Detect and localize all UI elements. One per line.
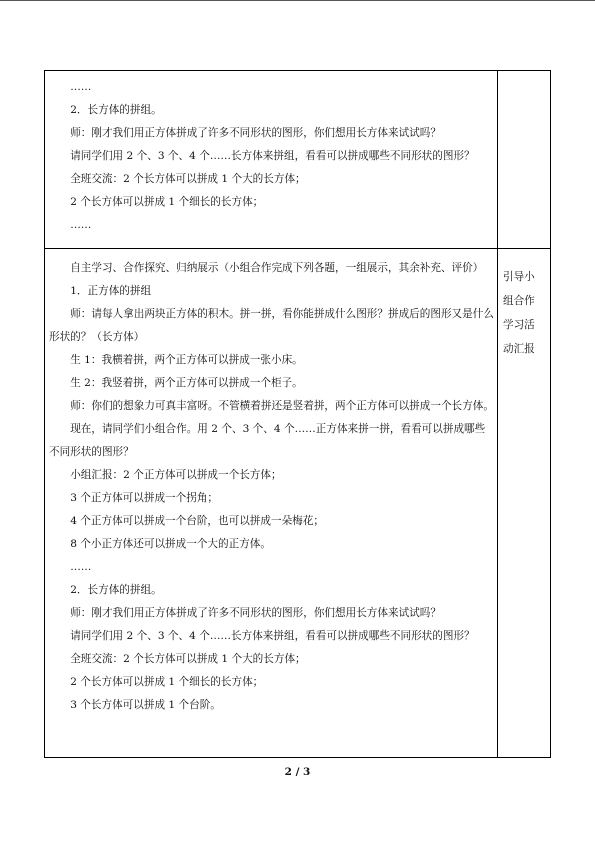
section-heading: 2．长方体的拼组。: [70, 584, 162, 596]
paragraph: 自主学习、合作探究、归纳展示（小组合作完成下列各题，一组展示，其余补充、评价）: [70, 262, 484, 274]
column-divider: [497, 71, 498, 757]
ellipsis: ……: [70, 81, 92, 93]
paragraph: 现在，请同学们小组合作。用 2 个、3 个、4 个……正方体来拼一拼，看看可以拼成哪些不同形状的图形？: [49, 423, 486, 458]
paragraph: 全班交流：2 个长方体可以拼成 1 个大的长方体；: [70, 173, 306, 185]
row-divider: [45, 248, 550, 249]
side-note-line: 组合作: [503, 295, 535, 307]
ellipsis: ……: [70, 219, 92, 231]
paragraph: 3 个长方体可以拼成 1 个台阶。: [70, 699, 221, 711]
paragraph: 生 2：我竖着拼，两个正方体可以拼成一个柜子。: [70, 377, 303, 389]
paragraph: 3 个正方体可以拼成一个拐角；: [70, 492, 219, 504]
side-note: [503, 265, 545, 361]
cell-1-text: [49, 76, 494, 237]
paragraph: 生 1：我横着拼，两个正方体可以拼成一张小床。: [70, 354, 303, 366]
paragraph: 师：刚才我们用正方体拼成了许多不同形状的图形，你们想用长方体来试试吗？: [70, 607, 441, 619]
section-heading: 2．长方体的拼组。: [70, 104, 162, 116]
ellipsis: ……: [70, 561, 92, 573]
paragraph: 师：你们的想象力可真丰富呀。不管横着拼还是竖着拼，两个正方体可以拼成一个长方体。: [70, 400, 494, 412]
cell-2-text: [49, 257, 494, 717]
section-heading: 1．正方体的拼组: [70, 285, 152, 297]
top-rule: [0, 0, 595, 1]
paragraph: 4 个正方体可以拼成一个台阶，也可以拼成一朵梅花；: [70, 515, 324, 527]
paragraph: 师：请每人拿出两块正方体的积木。拼一拼，看你能拼成什么图形？拼成后的图形又是什么形状的？（长方体）: [49, 308, 494, 343]
paragraph: 小组汇报：2 个正方体可以拼成一个长方体；: [70, 469, 282, 481]
page-number: 2 / 3: [284, 766, 311, 778]
paragraph: 请同学们用 2 个、3 个、4 个……长方体来拼组，看看可以拼成哪些不同形状的图形？: [70, 630, 475, 642]
lesson-table: [44, 70, 551, 758]
paragraph: 2 个长方体可以拼成 1 个细长的长方体；: [70, 676, 264, 688]
side-note-line: 动汇报: [503, 343, 535, 355]
paragraph: 全班交流：2 个长方体可以拼成 1 个大的长方体；: [70, 653, 306, 665]
paragraph: 师：刚才我们用正方体拼成了许多不同形状的图形，你们想用长方体来试试吗？: [70, 127, 441, 139]
paragraph: 2 个长方体可以拼成 1 个细长的长方体；: [70, 196, 264, 208]
side-note-line: 学习活: [503, 319, 535, 331]
side-note-line: 引导小: [503, 271, 535, 283]
paragraph: 8 个小正方体还可以拼成一个大的正方体。: [70, 538, 271, 550]
paragraph: 请同学们用 2 个、3 个、4 个……长方体来拼组，看看可以拼成哪些不同形状的图形？: [70, 150, 475, 162]
